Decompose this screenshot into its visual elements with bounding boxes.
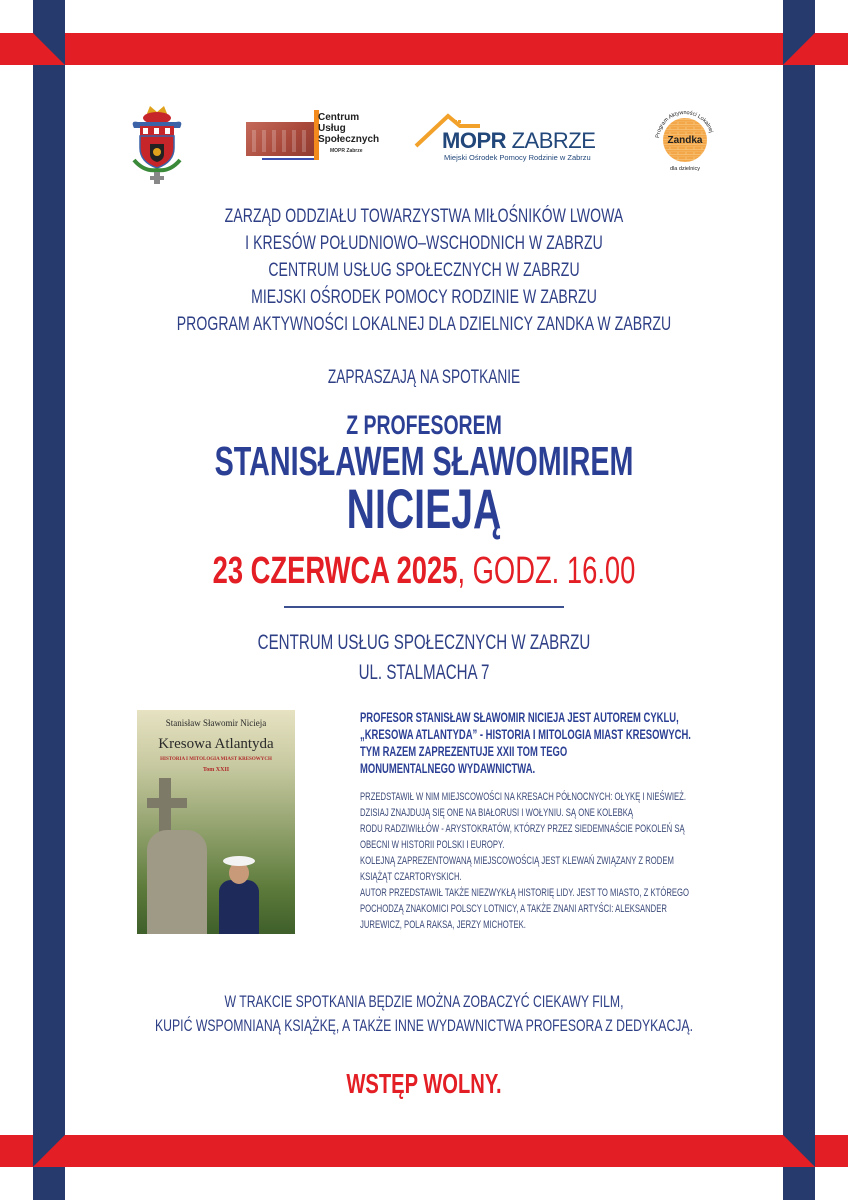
footer-line: KUPIĆ WSPOMNIANĄ KSIĄŻKĘ, A TAKŻE INNE WYDAWNICTWA PROFESORA Z DEDYKACJĄ. xyxy=(155,1016,693,1035)
book-volume: Tom XXII xyxy=(202,767,230,773)
organizer-line: ZARZĄD ODDZIAŁU TOWARZYSTWA MIŁOŚNIKÓW LWOWA xyxy=(224,205,624,227)
footer-note xyxy=(0,990,848,1038)
mopr-zabrze-logo xyxy=(414,112,604,167)
desc-line: POCHODZĄ ZNAKOMICI POLSCY LOTNICY, A TAKŻE ZNANI ARTYŚCI: ALEKSANDER xyxy=(360,903,667,915)
lead-line: MONUMENTALNEGO WYDAWNICTWA. xyxy=(360,761,536,776)
organizer-line: PROGRAM AKTYWNOŚCI LOKALNEJ DLA DZIELNICY ZANDKA W ZABRZU xyxy=(176,313,672,335)
corner-weave-bottom-right xyxy=(783,1135,815,1167)
desc-line: AUTOR PRZEDSTAWIŁ TAKŻE NIEZWYKŁĄ HISTORIĘ LIDY. JEST TO MIASTO, Z KTÓREGO xyxy=(360,887,690,899)
guest-line-3 xyxy=(0,476,848,541)
organizer-line: CENTRUM USŁUG SPOŁECZNYCH W ZABRZU xyxy=(268,259,580,281)
desc-line: JUREWICZ, POLA RAKSA, JERZY MICHOTEK. xyxy=(360,919,526,931)
svg-text:dla dzielnicy: dla dzielnicy xyxy=(670,166,700,172)
corner-weave-bottom-left xyxy=(33,1135,65,1167)
book-author: Stanisław Sławomir Nicieja xyxy=(165,718,267,728)
building-image xyxy=(246,122,314,156)
divider-line xyxy=(284,606,564,608)
lead-line: „KRESOWA ATLANTYDA” - HISTORIA I MITOLOGIA MIAST KRESOWYCH. xyxy=(360,727,691,742)
cross-shape xyxy=(159,778,171,838)
invite-text xyxy=(0,367,848,389)
admission-free xyxy=(0,1068,848,1100)
zandka-logo-icon xyxy=(650,102,720,174)
guest-surname: NICIEJĄ xyxy=(346,477,502,540)
lead-line: TYM RAZEM ZAPREZENTUJE XXII TOM TEGO xyxy=(360,744,568,759)
desc-line: KOLEJNĄ ZAPREZENTOWANĄ MIEJSCOWOŚCIĄ JEST KLEWAŃ ZWIĄZANY Z RODEM xyxy=(360,855,674,867)
mopr-bold: MOPR xyxy=(442,128,506,153)
coat-of-arms-icon xyxy=(128,98,186,184)
organizer-line: I KRESÓW POŁUDNIOWO–WSCHODNICH W ZABRZU xyxy=(245,232,603,254)
event-time: GODZ. 16.00 xyxy=(465,550,636,592)
person-shape xyxy=(219,880,259,934)
venue-address: UL. STALMACHA 7 xyxy=(358,661,490,684)
desc-line: OBECNI W HISTORII POLSKI I EUROPY. xyxy=(360,839,505,851)
desc-line: RODU RADZIWIŁŁÓW - ARYSTOKRATÓW, KTÓRZY PRZEZ SIEDEMNAŚCIE POKOLEŃ SĄ xyxy=(360,823,685,835)
cus-line-3: Społecznych xyxy=(318,134,380,145)
guest-line-1 xyxy=(0,410,848,441)
book-title: Kresowa Atlantyda xyxy=(158,736,274,752)
guest-title: Z PROFESOREM xyxy=(346,410,502,440)
hat-shape xyxy=(223,856,255,866)
top-red-band xyxy=(0,33,848,65)
corner-weave-top-right xyxy=(783,33,815,65)
footer-line: W TRAKCIE SPOTKANIA BĘDZIE MOŻNA ZOBACZYĆ CIEKAWY FILM, xyxy=(224,992,624,1011)
guest-first-names: STANISŁAWEM SŁAWOMIREM xyxy=(214,438,634,484)
admission-label: WSTĘP WOLNY. xyxy=(346,1068,502,1099)
centrum-uslug-spolecznych-logo xyxy=(246,110,380,170)
book-cover-image xyxy=(137,710,295,934)
svg-text:Zandka: Zandka xyxy=(667,135,703,146)
desc-line: KSIĄŻĄT CZARTORYSKICH. xyxy=(360,871,462,883)
event-datetime xyxy=(0,550,848,593)
venue-block xyxy=(0,628,848,688)
invite-label: ZAPRASZAJĄ NA SPOTKANIE xyxy=(327,367,521,388)
mopr-subtitle: Miejski Ośrodek Pomocy Rodzinie w Zabrzu xyxy=(444,153,591,162)
organizer-line: MIEJSKI OŚRODEK POMOCY RODZINIE W ZABRZU xyxy=(251,286,597,308)
svg-text:Program Aktywności Lokalnej: Program Aktywności Lokalnej xyxy=(655,109,714,139)
event-date: 23 CZERWCA 2025 xyxy=(212,550,458,592)
cross-bar-shape xyxy=(147,798,187,808)
event-sep: , xyxy=(457,550,466,592)
logo-underline xyxy=(262,158,318,160)
cus-small: MOPR Zabrze xyxy=(330,148,363,154)
corner-weave-top-left xyxy=(33,33,65,65)
venue-name: CENTRUM USŁUG SPOŁECZNYCH W ZABRZU xyxy=(257,631,591,654)
description-paragraph xyxy=(360,789,740,933)
mopr-light: ZABRZE xyxy=(506,128,596,153)
lead-line: PROFESOR STANISŁAW SŁAWOMIR NICIEJA JEST AUTOREM CYKLU, xyxy=(360,710,679,725)
cus-line-2: Usług xyxy=(318,123,346,134)
organizers-block xyxy=(0,203,848,338)
bottom-red-band xyxy=(0,1135,848,1167)
desc-line: DZISIAJ ZNAJDUJĄ SIĘ ONE NA BIAŁORUSI I WOŁYNIU. SĄ ONE KOLEBKĄ xyxy=(360,807,633,819)
statue-shape xyxy=(147,830,207,934)
book-subtitle: HISTORIA I MITOLOGIA MIAST KRESOWYCH xyxy=(160,757,272,762)
lead-paragraph xyxy=(360,709,740,777)
desc-line: PRZEDSTAWIŁ W NIM MIEJSCOWOŚCI NA KRESACH PÓŁNOCNYCH: OŁYKĘ I NIEŚWIEŻ. xyxy=(360,791,687,803)
cus-line-1: Centrum xyxy=(318,112,360,123)
